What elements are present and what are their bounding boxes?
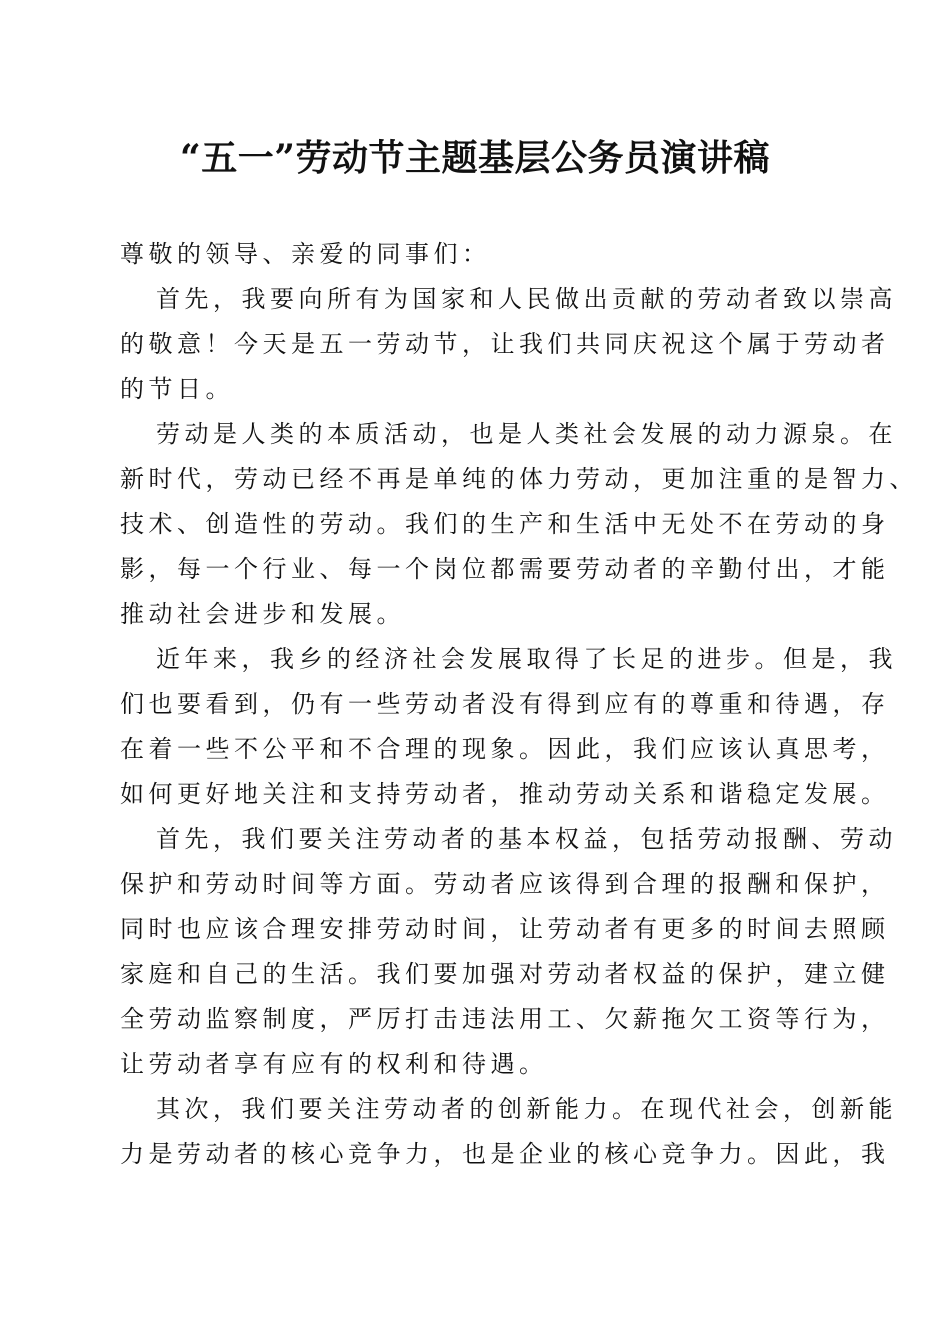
text-line: 首先，我要向所有为国家和人民做出贡献的劳动者致以崇高 [156,285,897,313]
text-line: 全劳动监察制度，严厉打击违法用工、欠薪拖欠工资等行为， [120,1005,890,1033]
text-line: 家庭和自己的生活。我们要加强对劳动者权益的保护，建立健 [120,960,890,988]
text-line: 的敬意！今天是五一劳动节，让我们共同庆祝这个属于劳动者 [120,330,890,358]
text-line: 如何更好地关注和支持劳动者，推动劳动关系和谐稳定发展。 [120,780,890,808]
page-title: “五一”劳动节主题基层公务员演讲稿 [180,137,770,179]
text-line: 近年来，我乡的经济社会发展取得了长足的进步。但是，我 [156,645,897,673]
text-line: 其次，我们要关注劳动者的创新能力。在现代社会，创新能 [156,1095,897,1123]
text-line: 影，每一个行业、每一个岗位都需要劳动者的辛勤付出，才能 [120,555,890,583]
text-line: 技术、创造性的劳动。我们的生产和生活中无处不在劳动的身 [120,510,890,538]
text-line: 的节日。 [120,375,234,403]
document-body [120,232,918,1177]
text-line: 新时代，劳动已经不再是单纯的体力劳动，更加注重的是智力、 [120,465,918,493]
text-line: 尊敬的领导、亲爱的同事们： [120,240,491,268]
text-line: 让劳动者享有应有的权利和待遇。 [120,1050,548,1078]
text-line: 同时也应该合理安排劳动时间，让劳动者有更多的时间去照顾 [120,915,890,943]
text-line: 劳动是人类的本质活动，也是人类社会发展的动力源泉。在 [156,420,897,448]
text-line: 保护和劳动时间等方面。劳动者应该得到合理的报酬和保护， [120,870,890,898]
text-line: 首先，我们要关注劳动者的基本权益，包括劳动报酬、劳动 [156,825,897,853]
text-line: 们也要看到，仍有一些劳动者没有得到应有的尊重和待遇，存 [120,690,890,718]
text-line: 推动社会进步和发展。 [120,600,405,628]
text-line: 在着一些不公平和不合理的现象。因此，我们应该认真思考， [120,735,890,763]
text-line: 力是劳动者的核心竞争力，也是企业的核心竞争力。因此，我 [120,1140,890,1168]
